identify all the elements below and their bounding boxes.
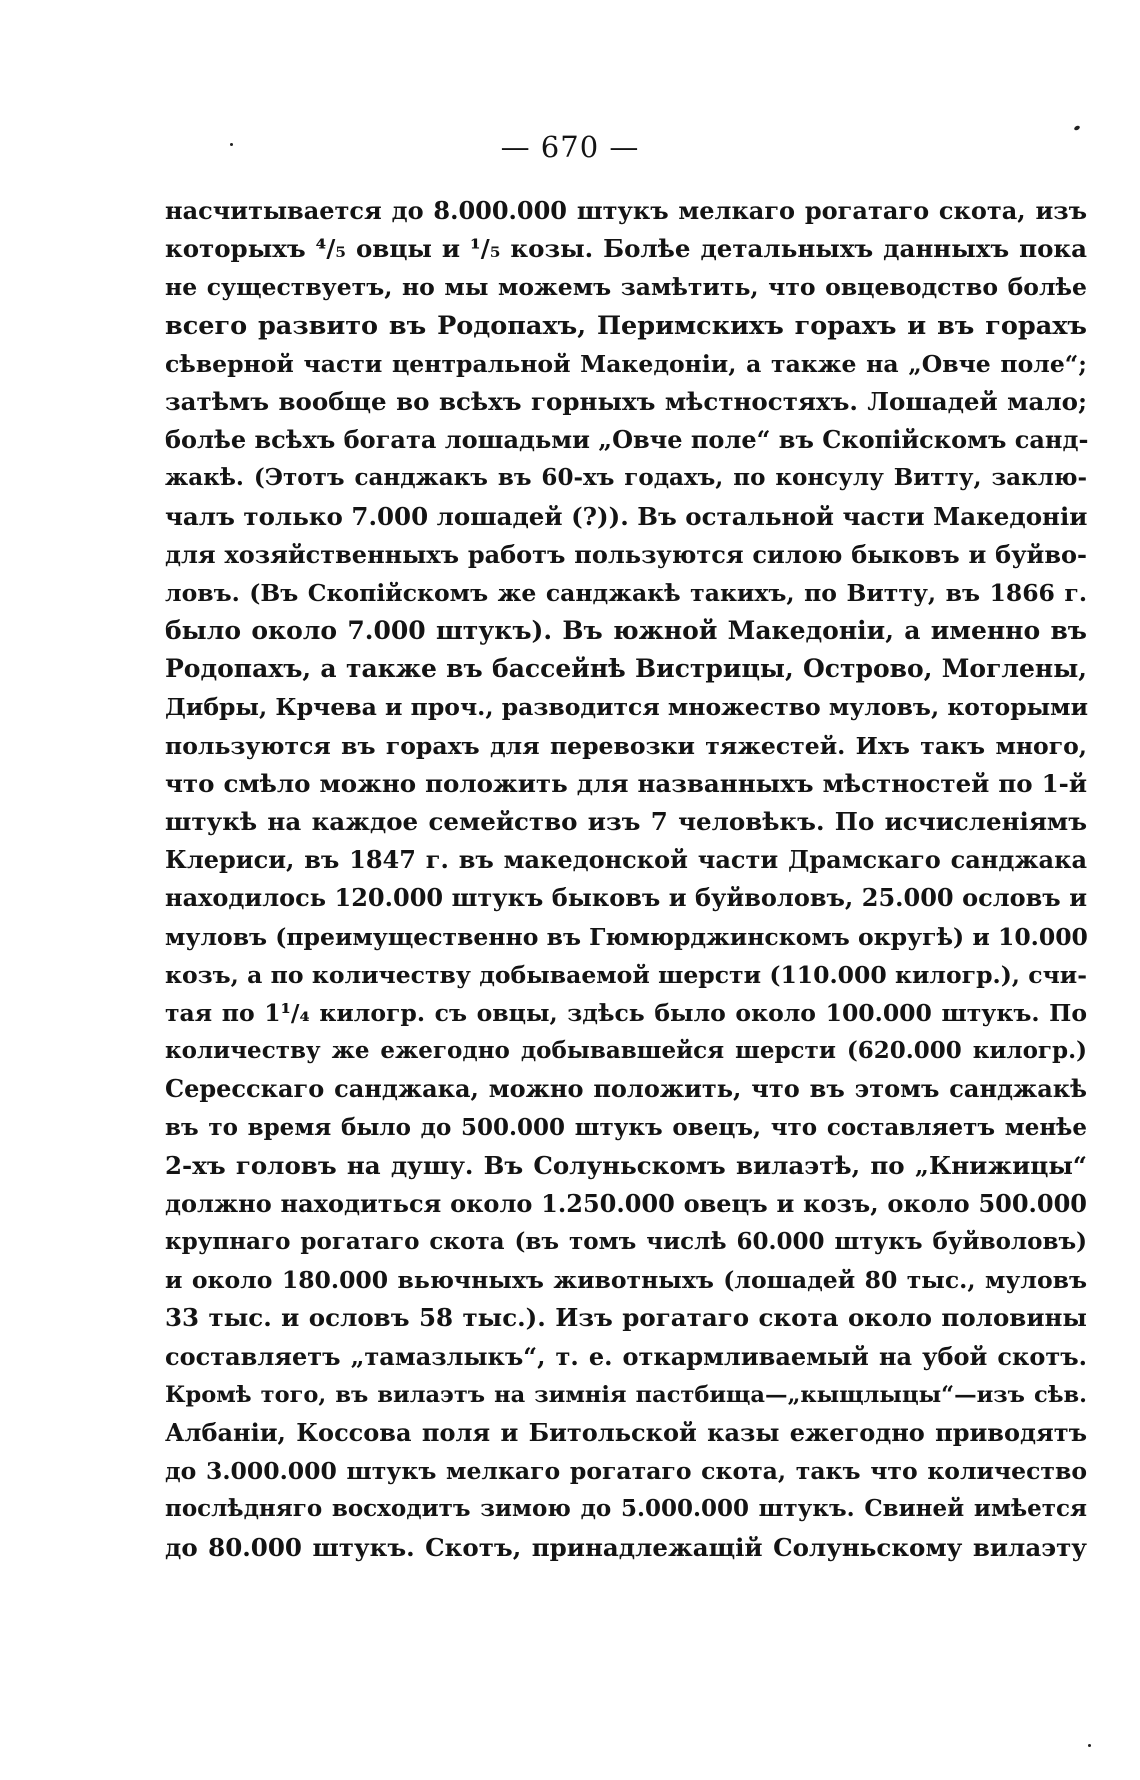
text-line: которыхъ ⁴/₅ овцы и ¹/₅ козы. Болѣе детальныхъ данныхъ пока bbox=[165, 234, 1087, 264]
text-line: пользуются въ горахъ для перевозки тяжестей. Ихъ такъ много, bbox=[165, 731, 1087, 760]
text-line: для хозяйственныхъ работъ пользуются силою быковъ и буйво- bbox=[165, 539, 1087, 569]
text-line: ловъ. (Въ Скопійскомъ же санджакѣ такихъ, по Витту, въ 1866 г. bbox=[165, 578, 1087, 607]
text-line: затѣмъ вообще во всѣхъ горныхъ мѣстностяхъ. Лошадей мало; bbox=[165, 386, 1087, 416]
text-line: Сересскаго санджака, можно положить, что въ этомъ санджакѣ bbox=[165, 1074, 1087, 1104]
text-line: болѣе всѣхъ богата лошадьми „Овче поле“ въ Скопійскомъ санд- bbox=[165, 425, 1089, 455]
text-line: что смѣло можно положить для названныхъ мѣстностей по 1-й bbox=[165, 768, 1087, 798]
body-text bbox=[165, 192, 1087, 1567]
text-line: было около 7.000 штукъ). Въ южной Македоніи, а именно въ bbox=[165, 616, 1087, 646]
text-line: жакѣ. (Этотъ санджакъ въ 60-хъ годахъ, по консулу Витту, заклю- bbox=[165, 464, 1087, 492]
text-line: Клериси, въ 1847 г. въ македонской части Драмскаго санджака bbox=[165, 845, 1087, 875]
text-line: сѣверной части центральной Македоніи, а также на „Овче поле“; bbox=[165, 349, 1087, 378]
text-line: насчитывается до 8.000.000 штукъ мелкаго рогатаго скота, изъ bbox=[165, 196, 1087, 225]
text-line: Кромѣ того, въ вилаэтъ на зимнія пастбища—„кыщлыцы“—изъ сѣв. bbox=[165, 1381, 1087, 1408]
text-line: Дибры, Крчева и проч., разводится множество муловъ, которыми bbox=[165, 693, 1089, 722]
text-line: 2-хъ головъ на душу. Въ Солуньскомъ вилаэтѣ, по „Книжицы“ bbox=[165, 1150, 1087, 1180]
text-line: Албаніи, Коссова поля и Битольской казы ежегодно приводятъ bbox=[165, 1418, 1087, 1447]
text-line: должно находиться около 1.250.000 овецъ и козъ, около 500.000 bbox=[165, 1188, 1087, 1218]
text-line: всего развито въ Родопахъ, Перимскихъ горахъ и въ горахъ bbox=[165, 310, 1087, 341]
text-line: до 3.000.000 штукъ мелкаго рогатаго скота, такъ что количество bbox=[165, 1457, 1087, 1486]
text-line: составляетъ „тамазлыкъ“, т. е. откармливаемый на убой скотъ. bbox=[165, 1341, 1087, 1371]
text-line: тая по 1¹/₄ килогр. съ овцы, здѣсь было около 100.000 штукъ. По bbox=[165, 998, 1087, 1027]
text-line: 33 тыс. и ословъ 58 тыс.). Изъ рогатаго скота около половины bbox=[165, 1303, 1087, 1333]
text-line: не существуетъ, но мы можемъ замѣтить, что овцеводство болѣе bbox=[165, 273, 1087, 302]
text-line: находилось 120.000 штукъ быковъ и буйволовъ, 25.000 ословъ и bbox=[165, 883, 1087, 913]
text-line: чалъ только 7.000 лошадей (?)). Въ остальной части Македоніи bbox=[165, 501, 1088, 531]
text-line: Родопахъ, а также въ бассейнѣ Вистрицы, Острово, Моглены, bbox=[165, 654, 1087, 684]
text-line: въ то время было до 500.000 штукъ овецъ, что составляетъ менѣе bbox=[165, 1113, 1087, 1141]
text-line: и около 180.000 вьючныхъ животныхъ (лошадей 80 тыс., муловъ bbox=[165, 1266, 1087, 1295]
text-line: крупнаго рогатаго скота (въ томъ числѣ 60.000 штукъ буйволовъ) bbox=[165, 1228, 1087, 1256]
text-line: количеству же ежегодно добывавшейся шерсти (620.000 килогр.) bbox=[165, 1037, 1087, 1065]
text-line: штукѣ на каждое семейство изъ 7 человѣкъ. По исчисленіямъ bbox=[165, 807, 1087, 836]
text-line: козъ, а по количеству добываемой шерсти (110.000 килогр.), счи- bbox=[165, 960, 1087, 989]
ink-speck bbox=[1088, 1744, 1091, 1747]
text-line: до 80.000 штукъ. Скотъ, принадлежащій Солуньскому вилаэту bbox=[165, 1532, 1087, 1562]
text-line: послѣдняго восходитъ зимою до 5.000.000 штукъ. Свиней имѣется bbox=[165, 1495, 1087, 1523]
page-number: — 670 — bbox=[500, 130, 640, 164]
text-line: муловъ (преимущественно въ Гюмюрджинскомъ округѣ) и 10.000 bbox=[165, 922, 1088, 951]
